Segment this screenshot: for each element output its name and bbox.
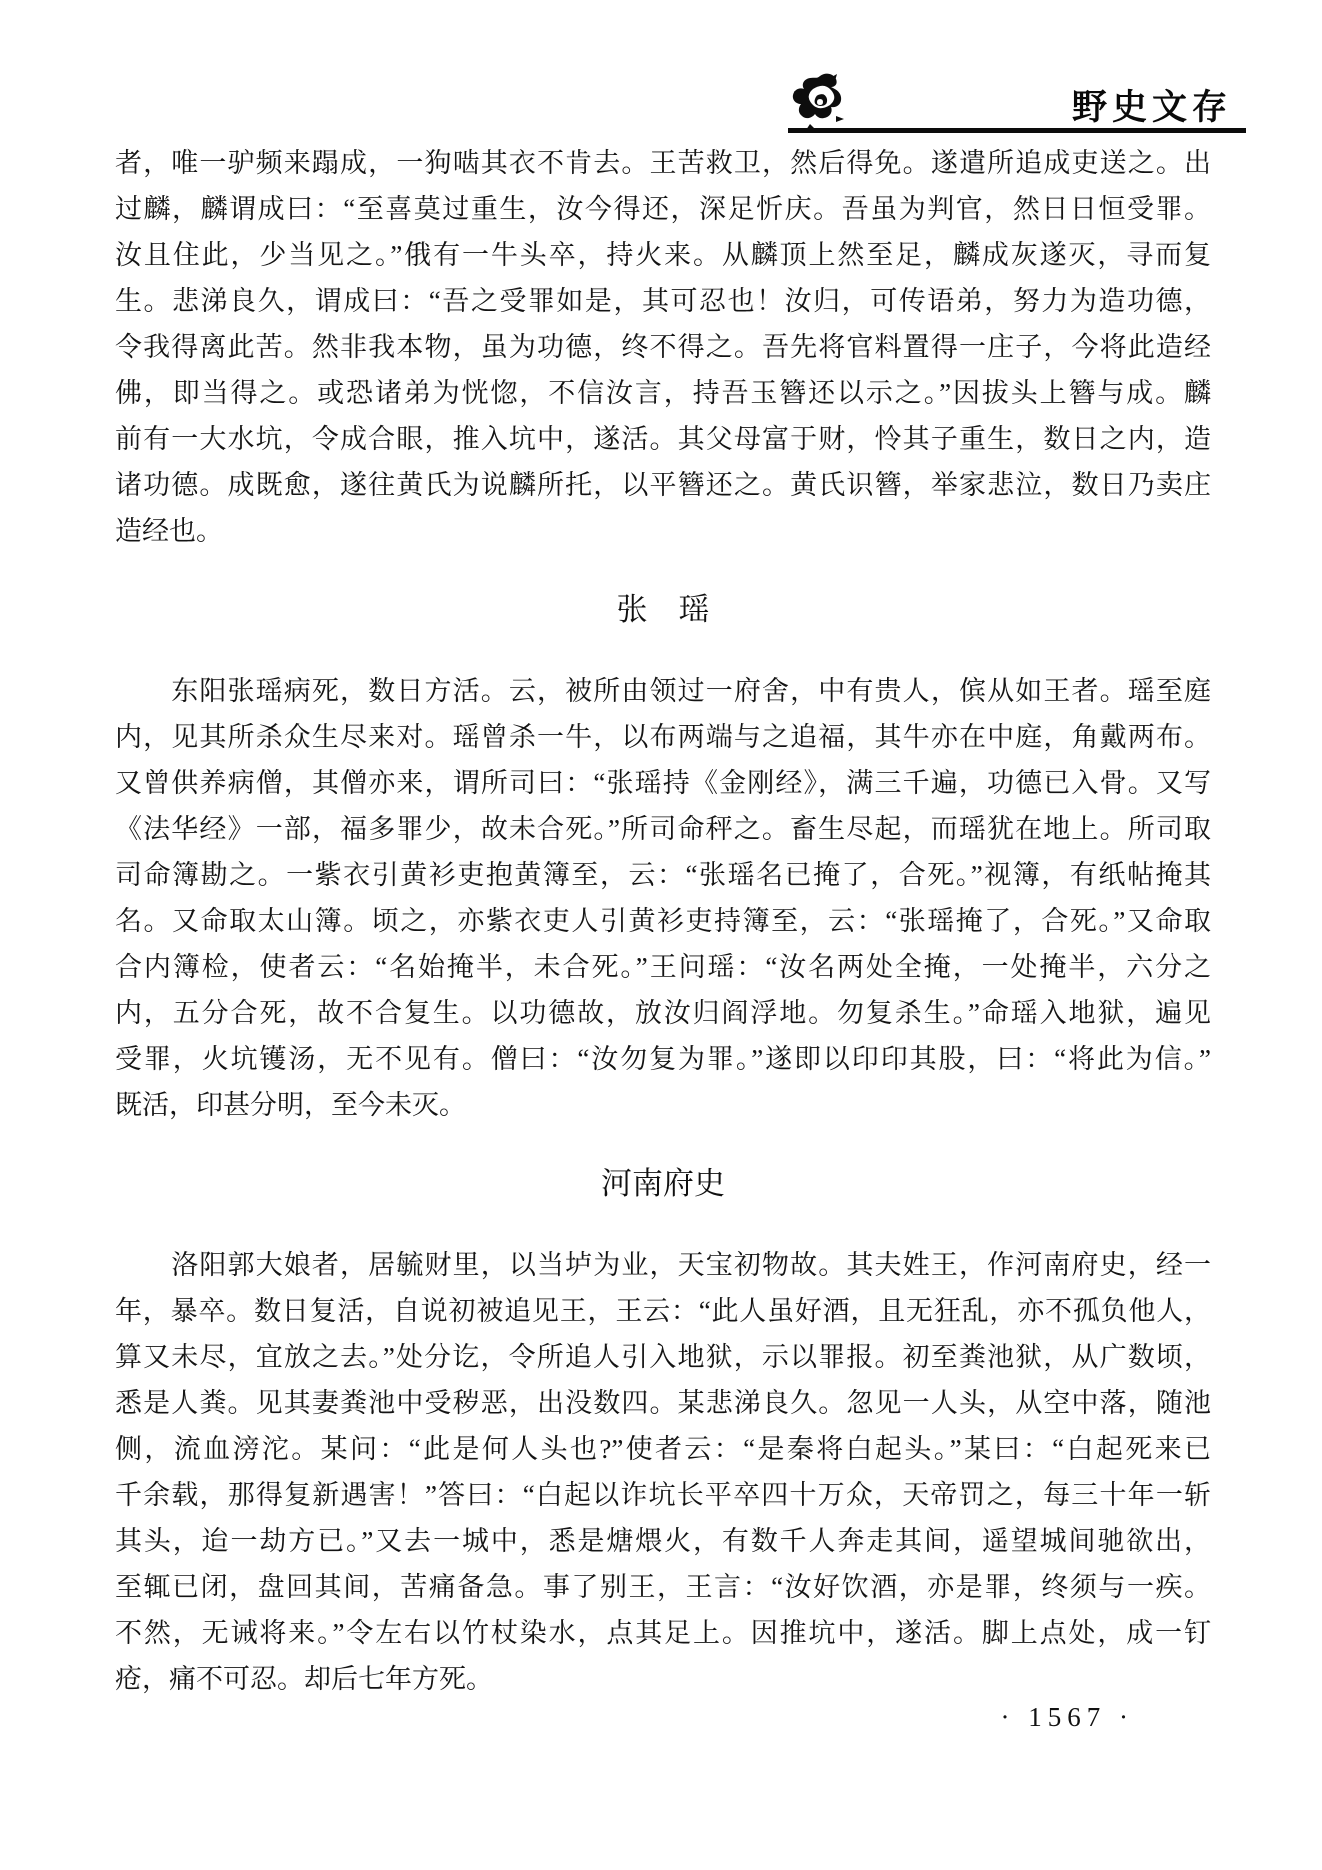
text-line: 令我得离此苦。然非我本物，虽为功德，终不得之。吾先将官料置得一庄子，今将此造经 [115,332,1211,362]
text-line: 名。又命取太山簿。顷之，亦紫衣吏人引黄衫吏持簿至，云：“张瑶掩了，合死。”又命取 [115,906,1211,936]
text-line: 年，暴卒。数日复活，自说初被追见王，王云：“此人虽好酒，且无狂乱，亦不孤负他人， [115,1296,1211,1326]
text-line: 洛阳郭大娘者，居毓财里，以当垆为业，天宝初物故。其夫姓王，作河南府史，经一 [115,1250,1211,1280]
text-line: 悉是人粪。见其妻粪池中受秽恶，出没数四。某悲涕良久。忽见一人头，从空中落，随池 [115,1388,1211,1418]
text-line: 生。悲涕良久，谓成曰：“吾之受罪如是，其可忍也！汝归，可传语弟，努力为造功德， [115,286,1211,316]
text-line: 不然，无诫将来。”令左右以竹杖染水，点其足上。因推坑中，遂活。脚上点处，成一钉 [115,1618,1211,1648]
text-line: 算又未尽，宜放之去。”处分讫，令所追人引入地狱，示以罪报。初至粪池狱，从广数顷， [115,1342,1211,1372]
text-line: 既活，印甚分明，至今未灭。 [115,1090,466,1120]
heading-spacer [115,1204,1211,1242]
text-line: 造经也。 [115,516,223,546]
text-line: 者，唯一驴频来蹋成，一狗啮其衣不肯去。王苦救卫，然后得免。遂遣所追成吏送之。出 [115,148,1211,178]
text-line: 东阳张瑶病死，数日方活。云，被所由领过一府舍，中有贵人，傧从如王者。瑶至庭 [115,676,1211,706]
page-body [115,140,1211,1702]
text-line: 疮，痛不可忍。却后七年方死。 [115,1664,493,1694]
text-line: 合内簿检，使者云：“名始掩半，未合死。”王问瑶：“汝名两处全掩，一处掩半，六分之 [115,952,1211,982]
header-rule [788,128,1246,133]
text-line: 千余载，那得复新遇害！”答曰：“白起以诈坑长平卒四十万众，天帝罚之，每三十年一斩 [115,1480,1211,1510]
text-line: 内，见其所杀众生尽来对。瑶曾杀一牛，以布两端与之追福，其牛亦在中庭，角戴两布。 [115,722,1211,752]
dragon-emblem-icon [790,72,850,130]
text-line: 内，五分合死，故不合复生。以功德故，放汝归阎浮地。勿复杀生。”命瑶入地狱，遍见 [115,998,1211,1028]
text-line: 又曾供养病僧，其僧亦来，谓所司曰：“张瑶持《金刚经》，满三千遍，功德已入骨。又写 [115,768,1211,798]
text-line: 其头，迨一劫方已。”又去一城中，悉是煻煨火，有数千人奔走其间，遥望城间驰欲出， [115,1526,1211,1556]
running-header [0,0,1322,135]
text-line: 至辄已闭，盘回其间，苦痛备急。事了别王，王言：“汝好饮酒，亦是罪，终须与一疾。 [115,1572,1211,1602]
text-line: 侧，流血滂沱。某问：“此是何人头也?”使者云：“是秦将白起头。”某曰：“白起死来已 [115,1434,1211,1464]
text-line: 司命簿勘之。一紫衣引黄衫吏抱黄簿至，云：“张瑶名已掩了，合死。”视簿，有纸帖掩其 [115,860,1211,890]
text-line: 《法华经》一部，福多罪少，故未合死。”所司命秤之。畜生尽起，而瑶犹在地上。所司取 [115,814,1211,844]
text-line: 受罪，火坑镬汤，无不见有。僧曰：“汝勿复为罪。”遂即以印印其股，曰：“将此为信。” [115,1044,1211,1074]
heading-spacer [115,1128,1211,1164]
book-title: 野史文存 [1071,88,1232,127]
section-heading: 张 瑶 [616,592,710,627]
text-line: 过麟，麟谓成曰：“至喜莫过重生，汝今得还，深足忻庆。吾虽为判官，然日日恒受罪。 [115,194,1211,224]
page-number: · 1567 · [1000,1702,1134,1732]
text-line: 诸功德。成既愈，遂往黄氏为说麟所托，以平簪还之。黄氏识簪，举家悲泣，数日乃卖庄 [115,470,1211,500]
text-line: 汝且住此，少当见之。”俄有一牛头卒，持火来。从麟顶上然至足，麟成灰遂灭，寻而复 [115,240,1211,270]
section-heading: 河南府史 [601,1166,725,1201]
text-line: 佛，即当得之。或恐诸弟为恍惚，不信汝言，持吾玉簪还以示之。”因拔头上簪与成。麟 [115,378,1211,408]
text-line: 前有一大水坑，令成合眼，推入坑中，遂活。其父母富于财，怜其子重生，数日之内，造 [115,424,1211,454]
heading-spacer [115,630,1211,668]
heading-spacer [115,554,1211,590]
